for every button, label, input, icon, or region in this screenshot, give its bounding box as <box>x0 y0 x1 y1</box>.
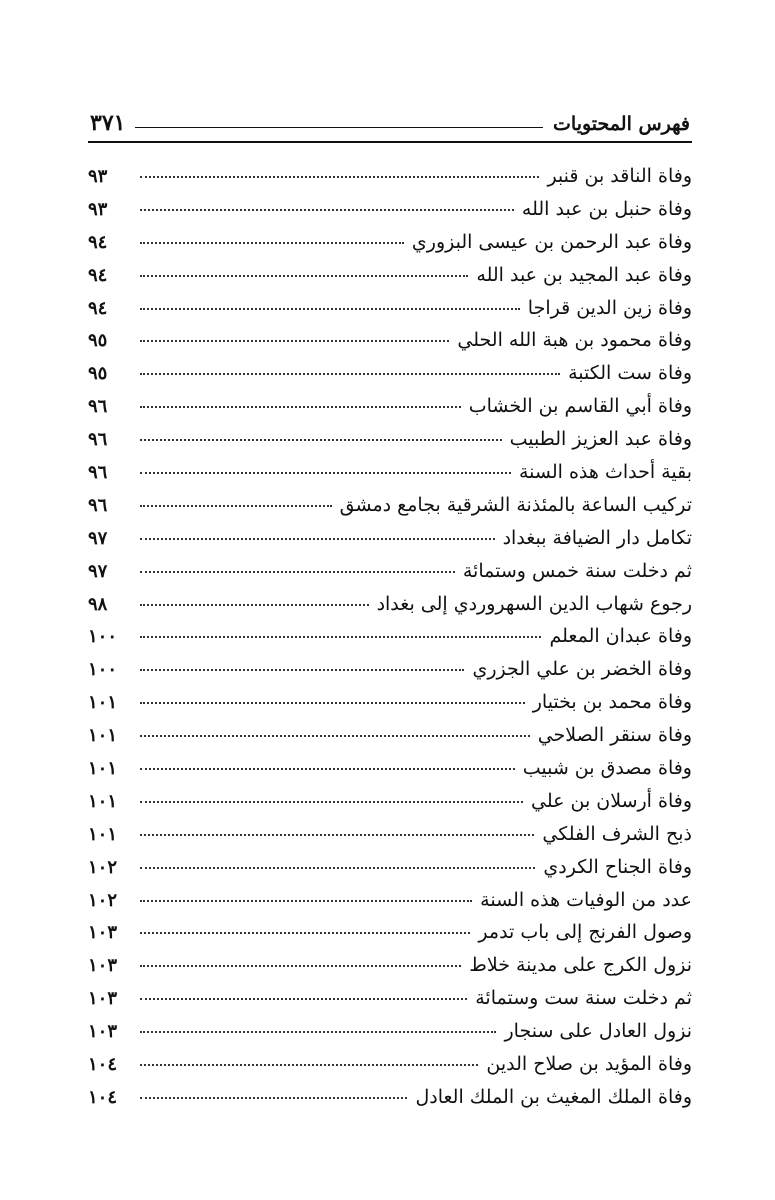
toc-entry-title: ثم دخلت سنة ست وستمائة <box>475 987 692 1010</box>
dot-leader <box>140 834 534 836</box>
dot-leader <box>140 538 495 540</box>
toc-entry-page: ١٠١ <box>88 823 118 845</box>
running-header <box>90 100 690 134</box>
toc-entry-page: ١٠٠ <box>88 626 118 648</box>
toc-entry-page: ٩٣ <box>88 198 108 220</box>
toc-entry-page: ٩٤ <box>88 297 108 319</box>
dot-leader <box>140 275 468 277</box>
toc-entry-page: ٩٦ <box>88 429 108 451</box>
toc-entry <box>88 423 692 456</box>
toc-entry <box>88 949 692 982</box>
toc-entry <box>88 752 692 785</box>
toc-entry <box>88 193 692 226</box>
toc-entry-title: وصول الفرنج إلى باب تدمر <box>478 921 692 944</box>
toc-entry-page: ١٠٠ <box>88 659 118 681</box>
toc-entry-page: ١٠٢ <box>88 889 118 911</box>
toc-entry <box>88 1015 692 1048</box>
toc-entry-title: تكامل دار الضيافة ببغداد <box>502 526 692 549</box>
dot-leader <box>140 1064 478 1066</box>
toc-entry-page: ١٠٣ <box>88 1021 118 1043</box>
toc-entry-page: ١٠٣ <box>88 988 118 1010</box>
toc-entry-title: وفاة عبد المجيد بن عبد الله <box>476 263 692 286</box>
toc-entry-title: ذبح الشرف الفلكي <box>542 822 692 845</box>
dot-leader <box>140 242 404 244</box>
dot-leader <box>140 735 530 737</box>
toc-entry-title: وفاة حنبل بن عبد الله <box>521 197 692 220</box>
dot-leader <box>140 604 369 606</box>
toc-entry-page: ٩٣ <box>88 166 108 187</box>
toc-entry-title: وفاة مصدق بن شبيب <box>522 757 692 780</box>
toc-entry-title: وفاة الملك المغيث بن الملك العادل <box>415 1085 692 1108</box>
dot-leader <box>140 998 467 1000</box>
toc-entry-page: ١٠١ <box>88 692 118 714</box>
dot-leader <box>140 669 464 671</box>
dot-leader <box>140 965 461 967</box>
toc-entry-page: ١٠٤ <box>88 1054 118 1076</box>
toc-entry-title: وفاة الخضر بن علي الجزري <box>472 658 692 681</box>
toc-entry <box>88 522 692 555</box>
toc-entry <box>88 620 692 653</box>
toc-entry-title: تركيب الساعة بالمئذنة الشرقية بجامع دمشق <box>339 493 692 516</box>
dot-leader <box>140 505 332 507</box>
toc-entry <box>88 1048 692 1081</box>
header-rule <box>88 141 692 143</box>
dot-leader <box>140 768 515 770</box>
dot-leader <box>140 209 514 211</box>
toc-entry <box>88 390 692 423</box>
toc-entry <box>88 324 692 357</box>
toc-entry-page: ١٠١ <box>88 790 118 812</box>
toc-entry-page: ٩٦ <box>88 462 108 484</box>
toc-entry <box>88 226 692 259</box>
toc-entry-page: ١٠١ <box>88 758 118 780</box>
toc-entry <box>88 588 692 621</box>
dot-leader <box>140 571 455 573</box>
toc-entry-title: وفاة المؤيد بن صلاح الدين <box>486 1053 692 1076</box>
dot-leader <box>140 1031 496 1033</box>
toc-entry-page: ١٠١ <box>88 725 118 747</box>
toc-list <box>88 160 692 1114</box>
dot-leader <box>140 340 449 342</box>
dot-leader <box>140 406 461 408</box>
toc-entry-page: ٩٦ <box>88 396 108 418</box>
toc-entry-page: ٩٧ <box>88 527 108 549</box>
toc-entry-page: ٩٨ <box>88 593 108 615</box>
toc-entry-title: ثم دخلت سنة خمس وستمائة <box>462 559 692 582</box>
dot-leader <box>140 932 470 934</box>
dot-leader <box>140 900 472 902</box>
toc-entry-page: ١٠٣ <box>88 955 118 977</box>
toc-entry-title: وفاة سنقر الصلاحي <box>537 724 692 747</box>
dot-leader <box>140 636 541 638</box>
toc-entry-title: وفاة زين الدين قراجا <box>527 296 692 319</box>
header-line <box>135 127 543 128</box>
dot-leader <box>140 373 560 375</box>
toc-entry <box>88 884 692 917</box>
toc-entry-title: وفاة ست الكتبة <box>568 362 692 385</box>
header-title: فهرس المحتويات <box>553 113 690 135</box>
toc-entry-title: رجوع شهاب الدين السهروردي إلى بغداد <box>376 592 692 615</box>
toc-entry <box>88 916 692 949</box>
toc-entry <box>88 160 692 193</box>
toc-entry-page: ١٠٢ <box>88 856 118 878</box>
toc-entry-title: وفاة أبي القاسم بن الخشاب <box>468 395 692 418</box>
toc-entry-title: وفاة عبد العزيز الطبيب <box>509 428 692 451</box>
toc-entry-page: ٩٥ <box>88 330 108 352</box>
toc-entry-title: وفاة عبدان المعلم <box>549 625 692 648</box>
toc-entry <box>88 785 692 818</box>
toc-entry-page: ١٠٤ <box>88 1086 118 1108</box>
toc-entry-page: ١٠٣ <box>88 922 118 944</box>
toc-entry-title: وفاة الناقد بن قنبر <box>547 165 692 187</box>
toc-entry <box>88 818 692 851</box>
toc-entry-title: وفاة الجناح الكردي <box>543 855 692 878</box>
toc-entry-page: ٩٧ <box>88 560 108 582</box>
toc-entry <box>88 851 692 884</box>
toc-entry <box>88 456 692 489</box>
toc-entry-title: وفاة محمود بن هبة الله الحلي <box>457 329 692 352</box>
toc-entry-page: ٩٦ <box>88 494 108 516</box>
toc-entry-page: ٩٥ <box>88 363 108 385</box>
toc-entry-title: بقية أحداث هذه السنة <box>519 461 692 484</box>
toc-entry <box>88 489 692 522</box>
toc-entry-title: نزول العادل على سنجار <box>504 1020 692 1043</box>
header-page-number: ٣٧١ <box>90 110 126 136</box>
dot-leader <box>140 702 525 704</box>
toc-entry-page: ٩٤ <box>88 231 108 253</box>
toc-entry <box>88 653 692 686</box>
toc-entry-title: نزول الكرج على مدينة خلاط <box>469 954 692 977</box>
toc-entry <box>88 555 692 588</box>
toc-entry-page: ٩٤ <box>88 264 108 286</box>
dot-leader <box>140 308 520 310</box>
toc-entry <box>88 719 692 752</box>
toc-entry <box>88 982 692 1015</box>
dot-leader <box>140 1097 407 1099</box>
toc-entry <box>88 292 692 325</box>
dot-leader <box>140 176 539 178</box>
toc-entry <box>88 259 692 292</box>
toc-entry-title: عدد من الوفيات هذه السنة <box>480 888 692 911</box>
toc-entry <box>88 357 692 390</box>
dot-leader <box>140 439 502 441</box>
toc-entry-title: وفاة محمد بن بختيار <box>532 691 692 714</box>
toc-entry <box>88 1081 692 1114</box>
dot-leader <box>140 867 535 869</box>
dot-leader <box>140 801 523 803</box>
toc-entry <box>88 686 692 719</box>
toc-entry-title: وفاة عبد الرحمن بن عيسى البزوري <box>411 230 692 253</box>
toc-entry-title: وفاة أرسلان بن علي <box>531 789 692 812</box>
dot-leader <box>140 472 511 474</box>
